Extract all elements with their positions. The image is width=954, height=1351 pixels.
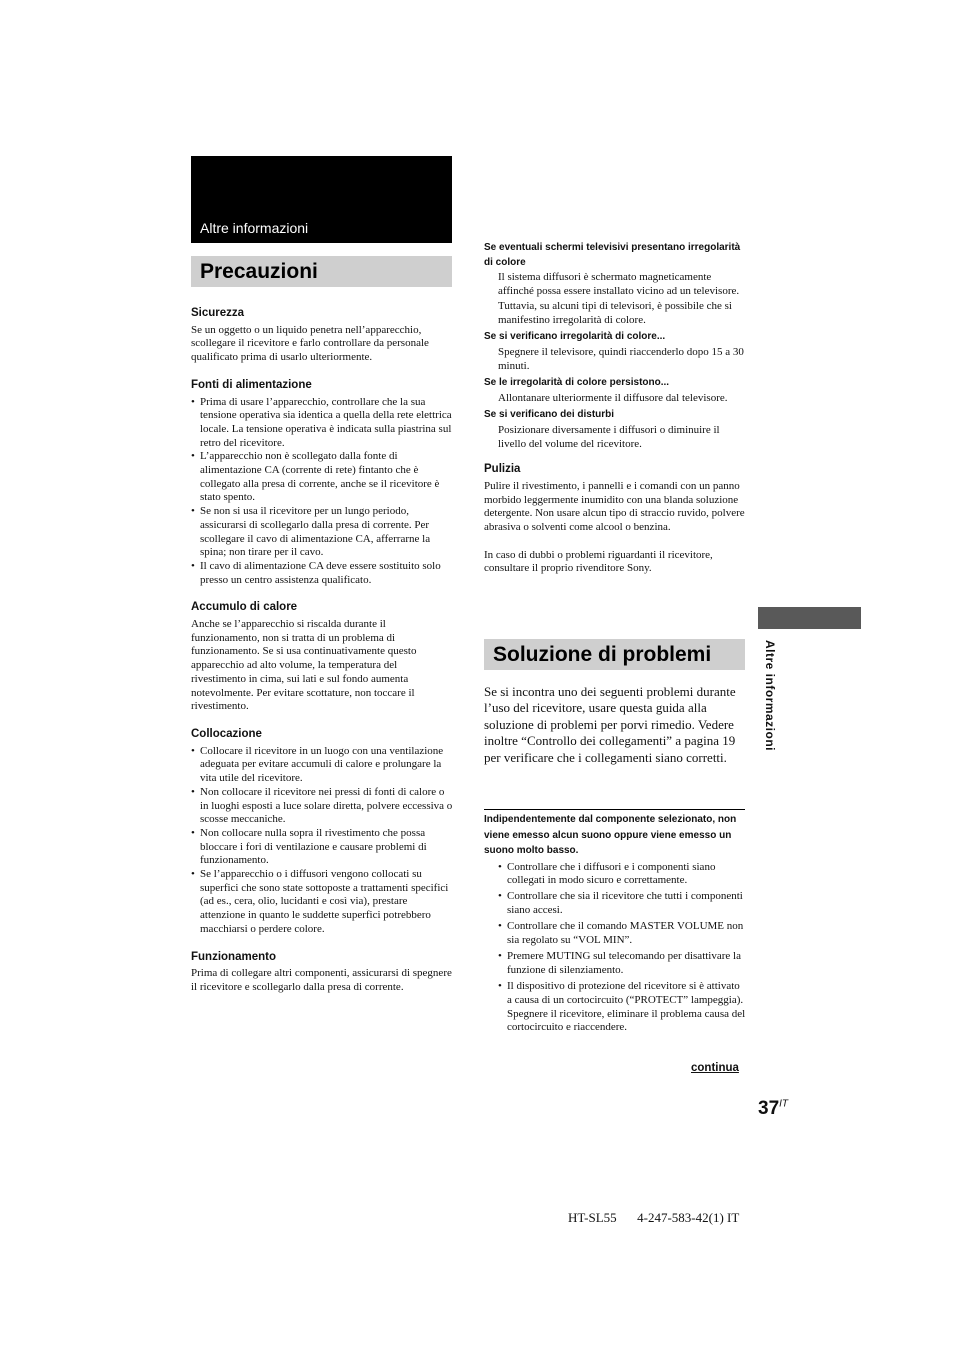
list-item: • Se non si usa il ricevitore per un lungo periodo, assicurarsi di scollegarlo dalla presa di corrente. Per scollegare il cavo di alimentazione CA, afferrarne la spina; non tirare per il cavo. xyxy=(191,505,453,560)
soluzione-heading xyxy=(484,639,745,670)
pulizia-contact: In caso di dubbi o problemi riguardanti il ricevitore, consultare il proprio rivenditore Sony. xyxy=(484,548,713,575)
soluzione-heading-text: Soluzione di problemi xyxy=(493,643,712,666)
page-number xyxy=(758,1098,788,1120)
list-item: • Prima di usare l’apparecchio, controllare che la sua tensione operativa sia identica a quella della rete elettrica locale. La tensione operativa è indicata sulla piastrina sul retro del ricevitore. xyxy=(191,396,453,451)
list-item: • L’apparecchio non è scollegato dalla fonte di alimentazione CA (corrente di rete) fintanto che è collegato alla presa di corrente, anche se il ricevitore è stato spento. xyxy=(191,450,453,505)
continua-label: continua xyxy=(691,1062,739,1074)
left-column xyxy=(191,307,453,995)
schermi-title: Se eventuali schermi televisivi presentano irregolarità di colore xyxy=(484,242,741,268)
problem-block xyxy=(484,812,746,1037)
side-tab-label: Altre informazioni xyxy=(763,640,777,752)
sicurezza-text: Se un oggetto o un liquido penetra nell’apparecchio, scollegare il ricevitore e farlo controllare da personale qualificato prima di usarlo ulteriormente. xyxy=(191,323,429,364)
schermi-case3-text: Posizionare diversamente i diffusori o diminuire il livello del volume del ricevitore. xyxy=(498,423,720,450)
schermi-case2-title: Se le irregolarità di colore persistono... xyxy=(484,377,670,389)
pulizia-title: Pulizia xyxy=(484,463,521,476)
side-tab-marker xyxy=(758,607,861,629)
list-item: • Se l’apparecchio o i diffusori vengono collocati su superfici che sono state sottoposte a trattamenti specifici (ad es., cera, olio, lucidanti e così via), prestare attenzione in quanto le suddette superfici potrebbero macchiarsi o perdere colore. xyxy=(191,868,453,937)
fonti-list xyxy=(191,396,453,588)
problem-list xyxy=(484,861,746,1035)
list-item: • Non collocare il ricevitore nei pressi di fonti di calore o in luoghi esposti a luce solare diretta, polvere eccessiva o scosse meccaniche. xyxy=(191,786,453,827)
footer-code: 4-247-583-42(1) IT xyxy=(637,1210,740,1225)
sicurezza-title: Sicurezza xyxy=(191,307,245,319)
precauzioni-heading-text: Precauzioni xyxy=(200,260,318,283)
page-number-suffix: IT xyxy=(779,1098,789,1110)
collocazione-list xyxy=(191,745,453,937)
right-column-top xyxy=(484,241,746,576)
footer xyxy=(568,1210,739,1226)
list-item: • Premere MUTING sul telecomando per disattivare la funzione di silenziamento. xyxy=(498,950,746,977)
section-title: Altre informazioni xyxy=(200,220,309,236)
pulizia-text: Pulire il rivestimento, i pannelli e i comandi con un panno morbido leggermente inumidito con una blanda soluzione detergente. Non usare alcun tipo di straccio ruvido, polvere abrasiva o solventi come alcool o benzina. xyxy=(484,479,745,533)
soluzione-intro-text: Se si incontra uno dei seguenti problemi durante l’uso del ricevitore, usare questa guida alla soluzione di problemi per porvi rimedio. Vedere inoltre “Controllo dei collegamenti” a pagina 19 per verificare che i collegamenti siano corretti. xyxy=(484,684,736,765)
schermi-text: Il sistema diffusori è schermato magneticamente affinché possa essere installato vicino ad un televisore. Tuttavia, su alcuni tipi di televisori, è possibile che si manifestino irregolarità di colore. xyxy=(498,271,740,326)
calore-text: Anche se l’apparecchio si riscalda durante il funzionamento, non si tratta di un problema di funzionamento. Se si usa continuativamente questo apparecchio ad alto volume, la temperatura del rivestimento in cima, sui lati e sul fondo aumenta notevolmente. Per evitare scottature, non toccare il rivestimento. xyxy=(191,618,417,713)
list-item: • Il cavo di alimentazione CA deve essere sostituito solo presso un centro assistenza qualificato. xyxy=(191,560,453,587)
section-header-box xyxy=(191,156,452,243)
schermi-case2-text: Allontanare ulteriormente il diffusore dal televisore. xyxy=(498,391,728,404)
precauzioni-heading xyxy=(191,256,452,287)
divider xyxy=(484,809,745,810)
list-item: • Controllare che i diffusori e i componenti siano collegati in modo sicuro e correttamente. xyxy=(498,861,746,888)
list-item: • Il dispositivo di protezione del ricevitore si è attivato a causa di un cortocircuito (“PROTECT” lampeggia). Spegnere il ricevitore, eliminare il problema causa del cortocircuito e riaccendere. xyxy=(498,980,746,1035)
schermi-case1-text: Spegnere il televisore, quindi riaccenderlo dopo 15 a 30 minuti. xyxy=(498,345,744,372)
funzionamento-title: Funzionamento xyxy=(191,950,276,963)
footer-model: HT-SL55 xyxy=(568,1210,617,1225)
list-item: • Controllare che il comando MASTER VOLUME non sia regolato su “VOL MIN”. xyxy=(498,920,746,947)
problem-title: Indipendentemente dal componente selezionato, non viene emesso alcun suono oppure viene emesso un suono molto basso. xyxy=(484,814,737,856)
soluzione-intro xyxy=(484,684,746,766)
collocazione-title: Collocazione xyxy=(191,727,262,740)
schermi-case3-title: Se si verificano dei disturbi xyxy=(484,409,615,421)
list-item: • Controllare che sia il ricevitore che tutti i componenti siano accesi. xyxy=(498,890,746,917)
funzionamento-text: Prima di collegare altri componenti, assicurarsi di spegnere il ricevitore e scollegarlo dalla presa di corrente. xyxy=(191,967,452,993)
schermi-case1-title: Se si verificano irregolarità di colore... xyxy=(484,331,666,343)
page-number-value: 37 xyxy=(758,1098,780,1119)
calore-title: Accumulo di calore xyxy=(191,601,298,614)
list-item: • Collocare il ricevitore in un luogo con una ventilazione adeguata per evitare accumuli di calore e prolungare la vita utile del ricevitore. xyxy=(191,745,453,786)
fonti-title: Fonti di alimentazione xyxy=(191,378,312,391)
list-item: • Non collocare nulla sopra il rivestimento che possa bloccare i fori di ventilazione e causare problemi di funzionamento. xyxy=(191,827,453,868)
